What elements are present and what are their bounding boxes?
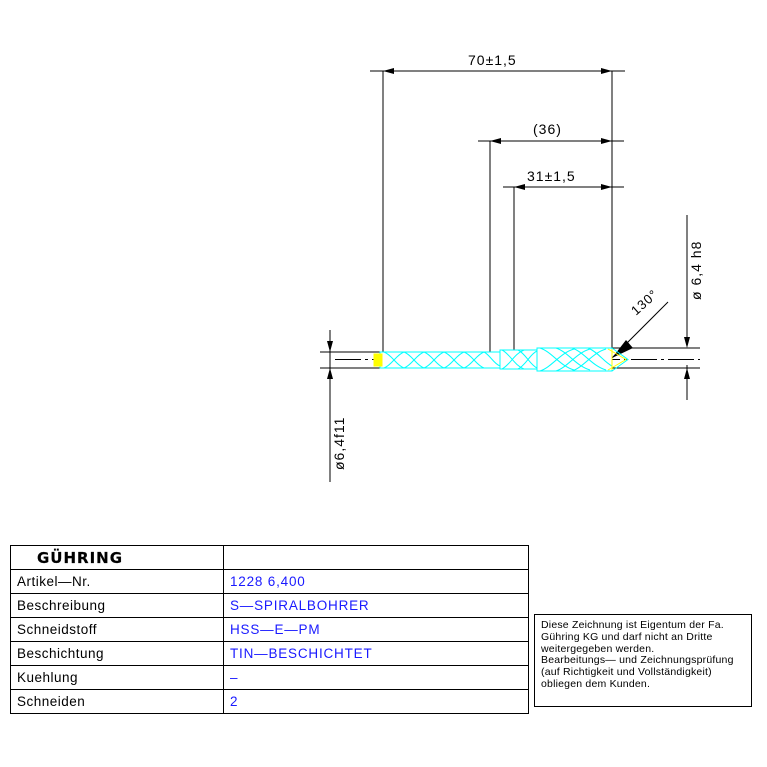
table-row — [11, 594, 529, 618]
guhring-logo-cell — [11, 546, 224, 570]
note-line: Gühring KG und darf nicht an Dritte — [541, 630, 713, 643]
dim-flute-length-ref: (36) — [533, 121, 562, 137]
note-line: Diese Zeichnung ist Eigentum der Fa. — [541, 619, 724, 631]
row-value-beschreibung: S—SPIRALBOHRER — [224, 594, 529, 618]
row-label-beschreibung: Beschreibung — [11, 594, 224, 618]
guhring-logo: GÜHRING — [37, 548, 124, 567]
row-label-schneidstoff: Schneidstoff — [11, 618, 224, 642]
row-value-artikel-nr: 1228 6,400 — [224, 570, 529, 594]
logo-row-blank — [224, 546, 529, 570]
dimension-arrows — [327, 68, 690, 379]
title-block-table — [10, 545, 529, 714]
table-row — [11, 618, 529, 642]
row-value-kuehlung: – — [224, 666, 529, 690]
copyright-note-box — [534, 614, 752, 707]
row-value-beschichtung: TIN—BESCHICHTET — [224, 642, 529, 666]
table-row — [11, 570, 529, 594]
note-line: weitergegeben werden. — [541, 642, 655, 655]
row-label-schneiden: Schneiden — [11, 690, 224, 714]
row-value-schneidstoff: HSS—E—PM — [224, 618, 529, 642]
drill-geometry — [374, 348, 628, 371]
dimension-lines — [320, 71, 700, 482]
table-row — [11, 642, 529, 666]
note-line: (auf Richtigkeit und Vollständigkeit) — [541, 666, 712, 679]
row-label-kuehlung: Kuehlung — [11, 666, 224, 690]
note-line: Bearbeitungs— und Zeichnungsprüfung — [541, 654, 734, 667]
table-row — [11, 666, 529, 690]
row-label-beschichtung: Beschichtung — [11, 642, 224, 666]
note-line: obliegen dem Kunden. — [541, 677, 651, 690]
dim-shank-diameter: ø 6,4 h8 — [688, 240, 704, 300]
table-row — [11, 690, 529, 714]
logo-row — [11, 546, 529, 570]
dim-overall-length: 70±1,5 — [468, 52, 517, 68]
row-label-artikel-nr: Artikel—Nr. — [11, 570, 224, 594]
dim-pilot-diameter: ø6,4f11 — [331, 416, 347, 470]
dim-point-angle: 130° — [628, 286, 661, 319]
dim-step-length: 31±1,5 — [527, 168, 576, 184]
row-value-schneiden: 2 — [224, 690, 529, 714]
